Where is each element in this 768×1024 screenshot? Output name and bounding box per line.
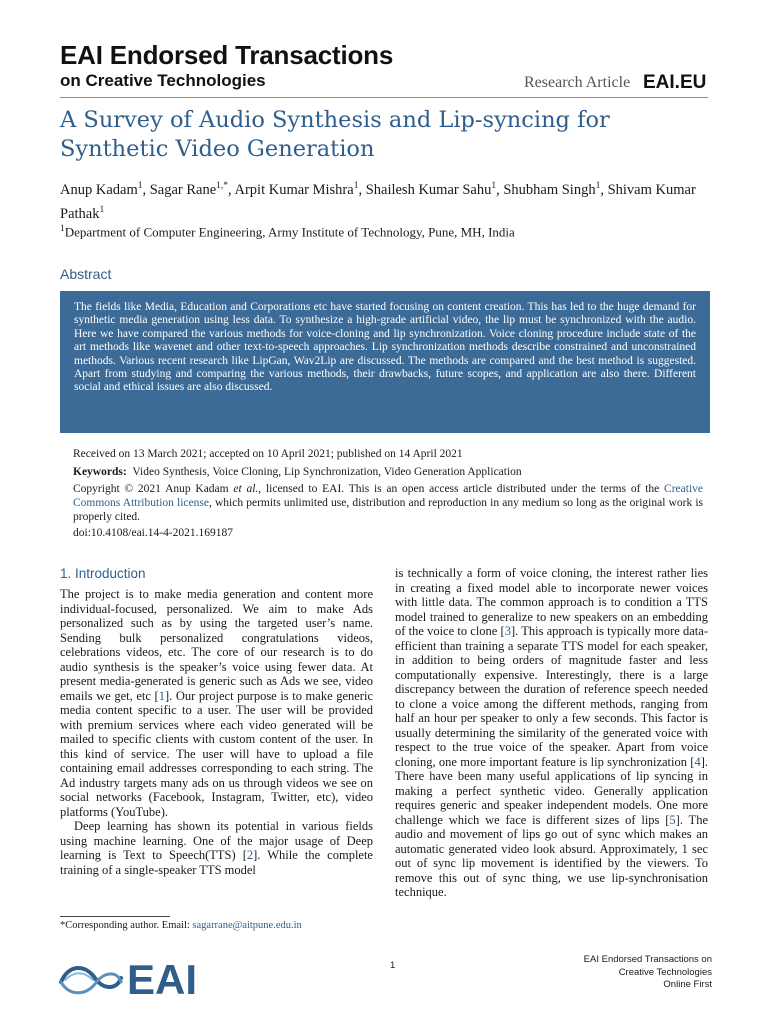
footnote-text: *Corresponding author. Email: bbox=[60, 920, 193, 931]
author-email-link[interactable]: sagarrane@aitpune.edu.in bbox=[192, 920, 302, 931]
author-name: Anup Kadam bbox=[60, 181, 138, 198]
dates-line: Received on 13 March 2021; accepted on 10 April 2021; published on 14 April 2021 bbox=[73, 448, 463, 460]
license-link[interactable]: Creative Commons Attribution license bbox=[73, 483, 703, 509]
paragraph-text: is technically a form of voice cloning, the interest rather lies in creating a fixed model able to incorporate newer voices with little data. The common approach is to condition a TTS model trained to generalize to new speakers on an embedding of the voice to clone [ bbox=[395, 566, 708, 638]
eai-logo-text: EAI bbox=[127, 956, 198, 1002]
paragraph-text: The project is to make media generation and content more individual-focused, personalized. We aim to make Ads personalized such as by using the targeted user’s name. Sending bulk personalized congratulations videos, celebrations videos, etc. The core of our research is to do audio synthesis is the speaker’s voice using fewer data. At present media-generated is generic such as Ads we see, video emails we get, etc [ bbox=[60, 587, 373, 703]
page-number: 1 bbox=[390, 960, 396, 971]
footer-status: Online First bbox=[663, 979, 712, 990]
paper-title: A Survey of Audio Synthesis and Lip-syncing for Synthetic Video Generation bbox=[60, 107, 610, 162]
author-separator: , bbox=[358, 181, 366, 198]
author-name: Shubham Singh bbox=[503, 181, 596, 198]
citation-link[interactable]: 4 bbox=[694, 754, 701, 769]
copyright-text: , licensed to EAI. This is an open access article distributed under the terms of the bbox=[258, 483, 665, 495]
paragraph-text: ]. This approach is typically more data-efficient than training a separate TTS model for each speaker, in addition to being orders of magnitude faster and less computationally expensive. Interestingly, there is a large discrepancy between the duration of reference speech needed to clone a voice among the different methods, ranging from half an hour per speaker to only a few seconds. This factor is usually determining the similarity of the generated voice with respect to the true voice of the speaker. Apart from voice cloning, one more important feature is lip synchronization [ bbox=[395, 624, 708, 769]
paragraph bbox=[395, 566, 708, 900]
article-type: Research Article bbox=[524, 74, 631, 91]
infinity-swirl-icon bbox=[61, 968, 121, 993]
eai-logo bbox=[55, 952, 215, 1002]
footer-journal-line: EAI Endorsed Transactions on bbox=[583, 954, 712, 965]
footnote-divider bbox=[60, 916, 170, 917]
author-affil-mark: 1,* bbox=[216, 181, 229, 191]
author-affil-mark: 1 bbox=[99, 204, 105, 215]
corresponding-author-footnote bbox=[60, 920, 302, 931]
header-divider bbox=[60, 97, 708, 98]
citation-link[interactable]: 3 bbox=[504, 624, 511, 638]
keywords-line bbox=[73, 465, 703, 479]
author-name: Shivam Kumar Pathak bbox=[60, 181, 696, 222]
author-name: Sagar Rane bbox=[149, 181, 217, 198]
abstract-box bbox=[60, 291, 710, 433]
citation-link[interactable]: 2 bbox=[246, 848, 254, 862]
copyright-etal: et al. bbox=[233, 483, 259, 495]
footer-journal-info bbox=[584, 954, 712, 992]
abstract-heading: Abstract bbox=[60, 266, 112, 282]
citation-link[interactable]: 5 bbox=[669, 812, 676, 827]
abstract-text: The fields like Media, Education and Corporations etc have started focusing on content creation. This has led to the huge demand for synthetic media generation using less data. To synthesize a high-grade artificial video, the lip must be synchronized with the audio. Here we have compared the various methods for voice-cloning and lip synchronization. Voice cloning procedure include state of the art methods like wavenet and other text-to-speech approaches. Lip synchronization methods describe constrained and unconstrained methods. Various recent research like LipGan, Wav2Lip are discussed. The methods are compared and the best method is suggested. Apart from studying and comparing the various methods, their drawbacks, future scopes, and application are also there. Different social and ethical issues are also discussed. bbox=[74, 301, 696, 394]
publisher-mark[interactable]: EAI.EU bbox=[643, 72, 707, 93]
footer-journal-line: Creative Technologies bbox=[618, 966, 712, 978]
paragraph bbox=[60, 587, 373, 819]
author-separator: , bbox=[228, 181, 235, 198]
author-separator: , bbox=[142, 181, 150, 198]
affiliation-mark: 1 bbox=[60, 224, 65, 234]
author-name: Shailesh Kumar Sahu bbox=[365, 181, 492, 198]
author-affil-mark: 1 bbox=[595, 181, 601, 191]
affiliation bbox=[60, 224, 710, 240]
body-column-left bbox=[60, 587, 373, 877]
keywords-text: Video Synthesis, Voice Cloning, Lip Synchronization, Video Generation Application bbox=[132, 466, 522, 478]
paragraph-text: ]. The audio and movement of lips go out of sync which makes an automatic generated video look absurd. Approximately, 1 sec out of sync lip movement is identified by the viewers. To remove this out of sync thing, we use lip-synchronisation technique. bbox=[395, 812, 708, 899]
author-separator: , bbox=[600, 181, 608, 198]
keywords-label: Keywords: bbox=[73, 466, 127, 478]
author-name: Arpit Kumar Mishra bbox=[234, 181, 354, 198]
paragraph-text: Deep learning has shown its potential in various fields using machine learning. One of the major usage of Deep learning is Text to Speech(TTS) [ bbox=[60, 819, 373, 862]
body-column-right bbox=[395, 566, 708, 900]
journal-subtitle: on Creative Technologies bbox=[60, 71, 266, 90]
copyright-notice bbox=[73, 482, 703, 524]
author-affil-mark: 1 bbox=[353, 181, 359, 191]
author-list bbox=[60, 176, 710, 224]
copyright-text: Copyright © 2021 Anup Kadam bbox=[73, 483, 234, 495]
copyright-text: , which permits unlimited use, distribution and reproduction in any medium so long as the original work is properly cited. bbox=[73, 497, 703, 523]
paragraph-text: ]. While the complete training of a single-speaker TTS model bbox=[60, 848, 373, 877]
journal-name: EAI Endorsed Transactions bbox=[60, 40, 394, 70]
author-affil-mark: 1 bbox=[491, 181, 497, 191]
paragraph-text: ]. Our project purpose is to make generic media content specific to a user. The user will be provided with premium services where each video generated will be mailed to specific clients with custom content of the user. In this kind of service. The user will have to upload a file containing email addresses corresponding to each string. The Ad industry targets many ads on us through videos we see on social networks (Facebook, Instagram, Twitter, etc), video platforms (YouTube). bbox=[60, 688, 373, 819]
author-affil-mark: 1 bbox=[137, 181, 143, 191]
paragraph-text: ]. There have been many useful applications of lip syncing in making a perfect synthetic video. Generally application requires generic and speaker independent models. One more challenge which we face is different sizes of lips [ bbox=[395, 754, 708, 827]
paragraph bbox=[60, 819, 373, 877]
section-heading-introduction: 1. Introduction bbox=[60, 566, 146, 581]
citation-link[interactable]: 1 bbox=[158, 688, 165, 703]
doi: doi:10.4108/eai.14-4-2021.169187 bbox=[73, 527, 234, 539]
author-separator: , bbox=[496, 181, 504, 198]
affiliation-text: Department of Computer Engineering, Army Institute of Technology, Pune, MH, India bbox=[64, 224, 515, 240]
